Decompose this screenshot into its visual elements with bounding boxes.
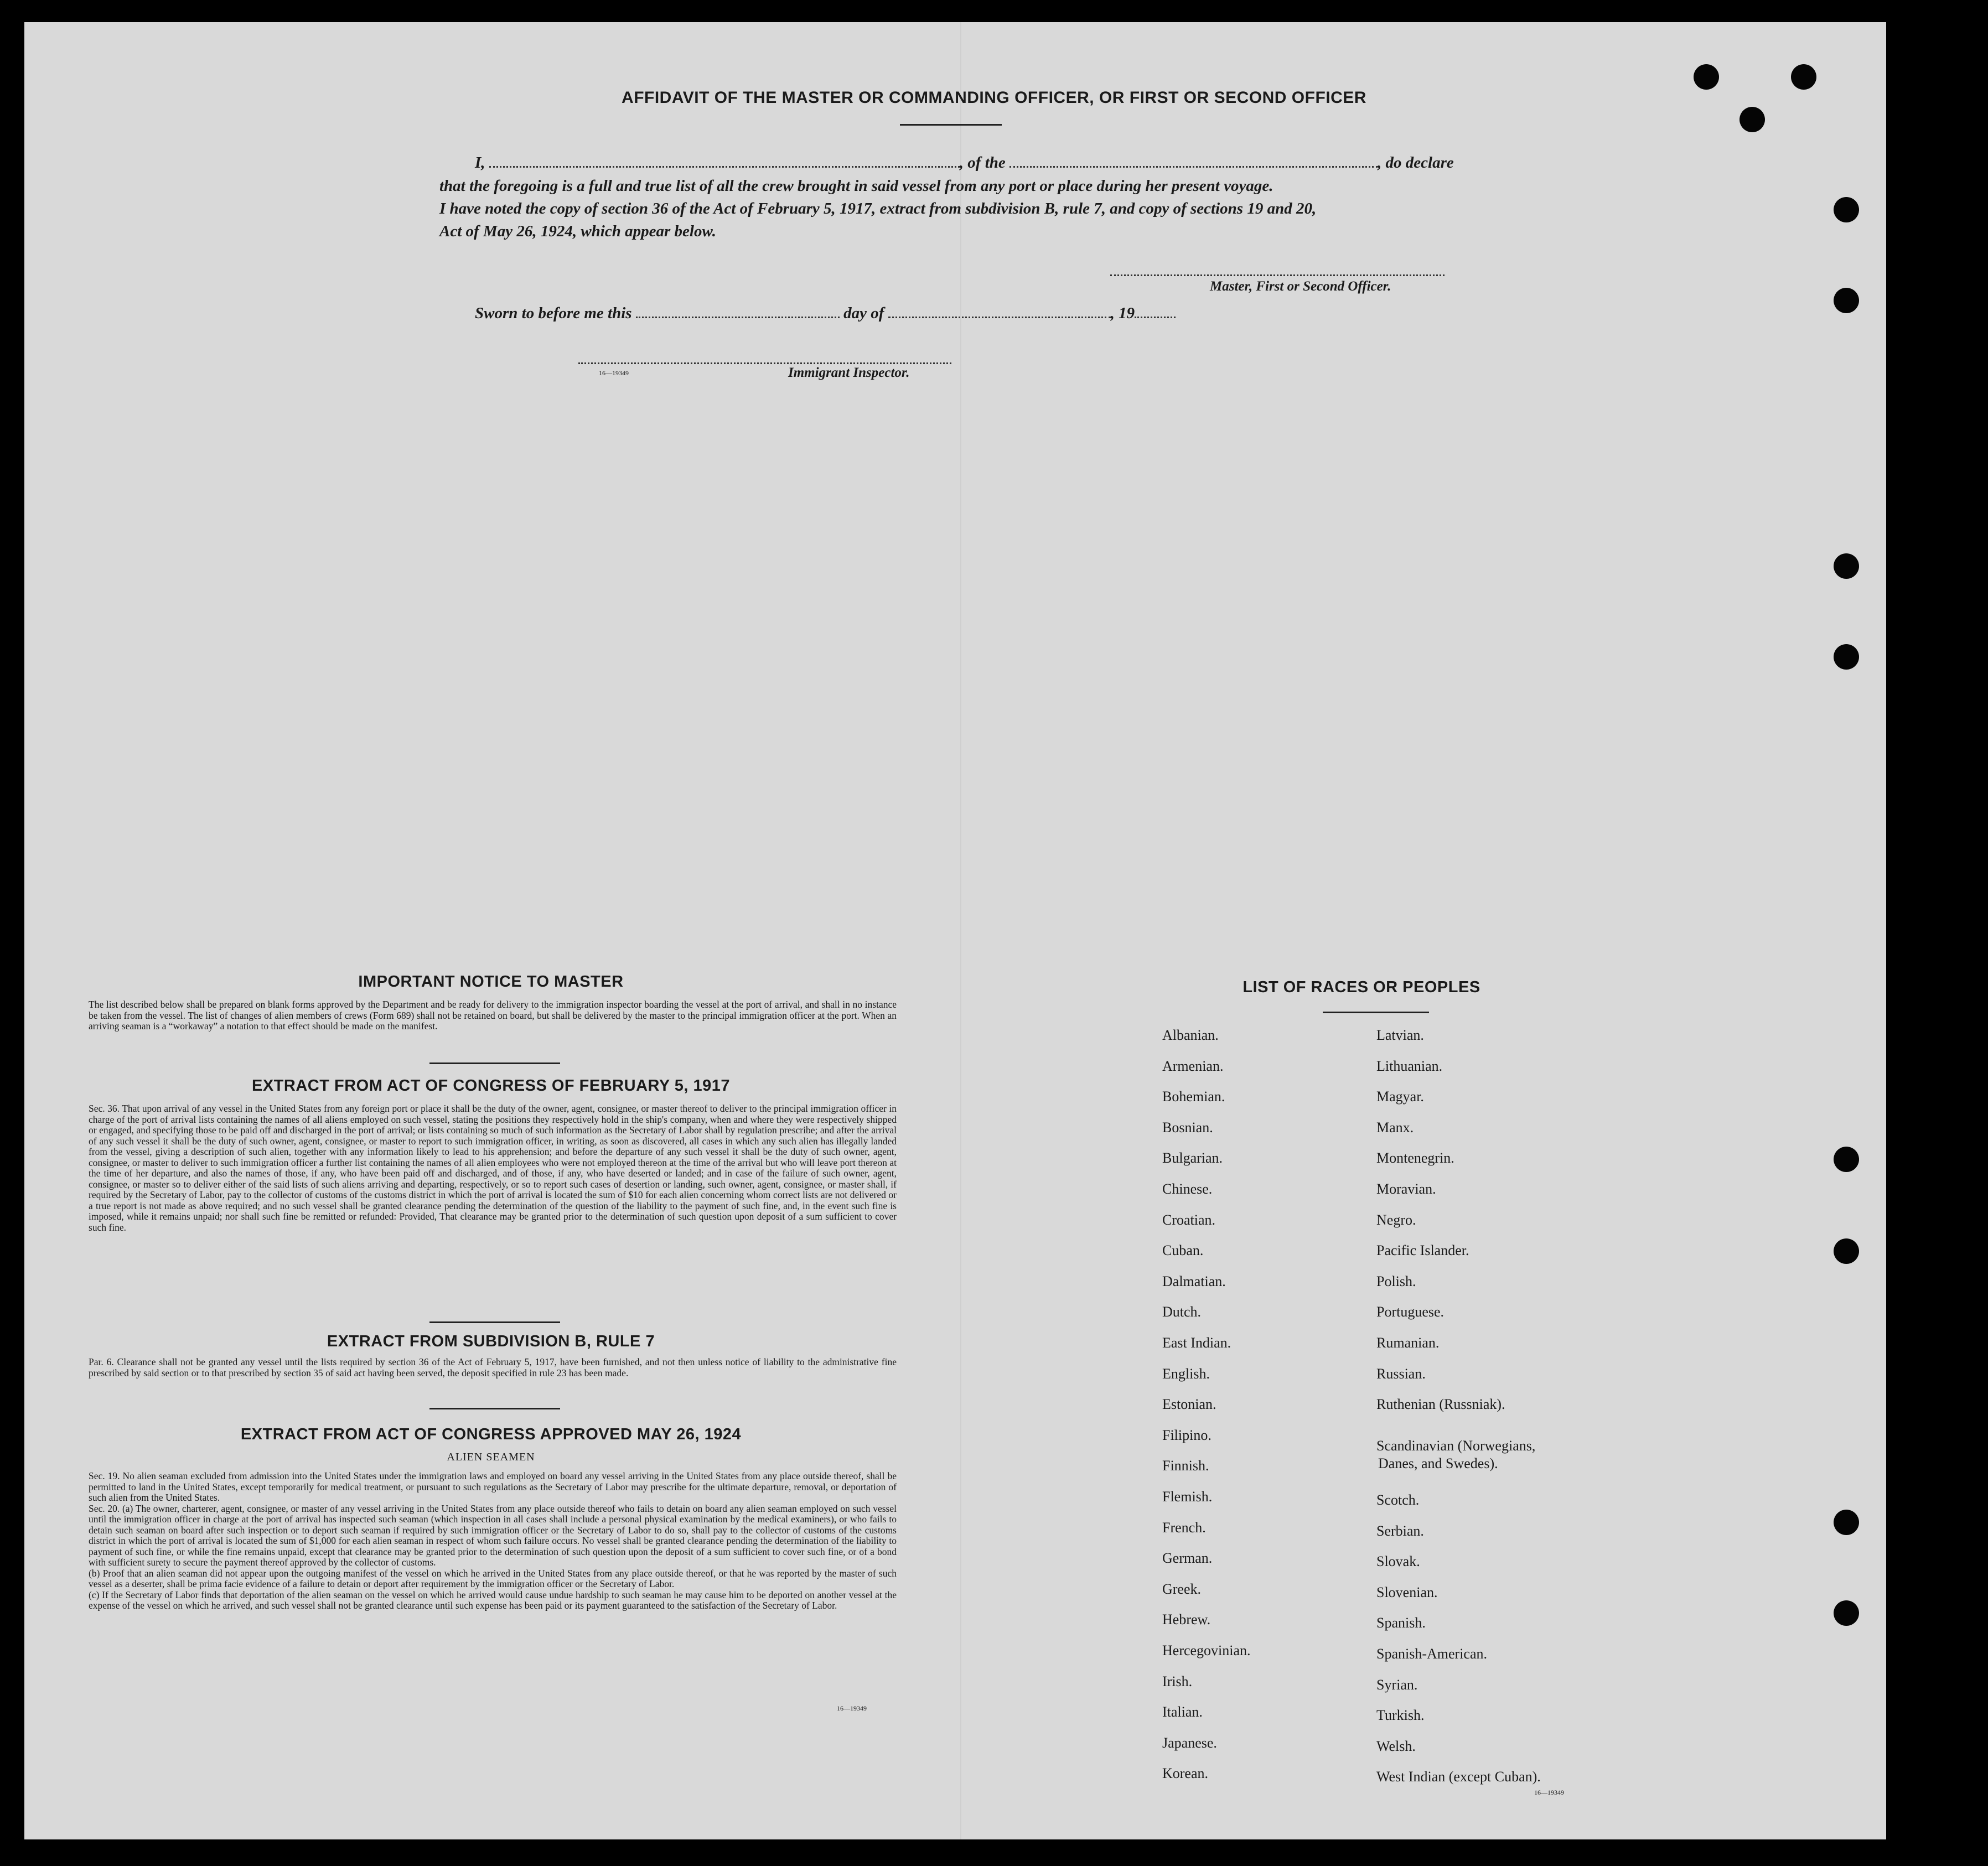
sworn-year-field[interactable] [1135,317,1176,318]
race-item: Rumanian. [1376,1335,1440,1351]
race-item: Slovak. [1376,1553,1420,1570]
race-item: Greek. [1162,1580,1202,1597]
notice-title: IMPORTANT NOTICE TO MASTER [358,973,624,991]
punch-hole [1834,553,1859,579]
race-item: Serbian. [1376,1522,1424,1539]
race-item: Japanese. [1162,1734,1217,1751]
race-item: Flemish. [1162,1489,1213,1505]
punch-hole [1791,64,1816,90]
race-item: Filipino. [1162,1427,1212,1443]
race-item: Pacific Islander. [1376,1242,1469,1259]
inspector-signature-line[interactable] [578,362,951,364]
affidavit-title: AFFIDAVIT OF THE MASTER OR COMMANDING OFFICER, OR FIRST OR SECOND OFFICER [622,89,1366,107]
master-signature-label: Master, First or Second Officer. [1210,279,1391,294]
race-item: Armenian. [1162,1058,1224,1074]
sec20b-text: (b) Proof that an alien seaman did not appear upon the outgoing manifest of the vessel on which he arrived in the United States from any place outside thereof, or that he was reported by the master of such vessel as a deserter, shall be prima facie evidence of a failure to detain or deport after requirement by the immigration officer or the Secretary of Labor. [89,1567,897,1589]
punch-hole [1834,1510,1859,1535]
section-divider [429,1321,560,1323]
sec19-text: Sec. 19. No alien seaman excluded from admission into the United States under the immigration laws and employed on board any vessel arriving in the United States from any place outside thereof, shall be permitted to land in the United States, except temporarily for medical treatment, or pursuant to such regulations as the Secretary of Labor may prescribe for the ultimate departure, removal, or deportation of such alien from the United States. [89,1470,897,1503]
race-item: Scandinavian (Norwegians, [1376,1438,1536,1454]
title-divider [900,124,1002,126]
race-item: Lithuanian. [1376,1058,1443,1074]
extract-rule7-text: Par. 6. Clearance shall not be granted any vessel until the lists required by section 36 of the Act of February 5, 1917, have been furnished, and not then unless notice of liability to the administrative fine prescribed by said section or to that prescribed by section 35 of said act having been served, the deposit specified in rule 23 has been made. [89,1356,897,1378]
race-item: Portuguese. [1376,1304,1445,1320]
affidavit-line1 [475,154,1466,172]
race-item: Dalmatian. [1162,1273,1226,1289]
extract-1924-body [89,1471,897,1611]
race-item: German. [1162,1550,1213,1567]
section-divider [429,1062,560,1064]
sworn-line [475,304,1250,323]
race-item: Spanish-American. [1376,1646,1488,1662]
race-item: Hercegovinian. [1162,1642,1251,1658]
race-item: Estonian. [1162,1396,1216,1413]
race-item: English. [1162,1365,1210,1382]
declarant-label: I, [475,154,485,172]
race-item: Italian. [1162,1704,1203,1720]
year-label: , 19 [1110,304,1135,322]
race-item: Irish. [1162,1673,1193,1689]
race-item: Bohemian. [1162,1088,1225,1105]
declare-label: , do declare [1378,154,1454,172]
race-item: Cuban. [1162,1242,1204,1259]
sec20a-text: Sec. 20. (a) The owner, charterer, agent, consignee, or master of any vessel arriving in the United States from any place outside thereof who fails to detain on board any alien seaman employed on such vessel until the immigration officer in charge at the port of arrival has inspected such seaman (which inspection in all cases shall include a personal physical examination by the medical examiners), or who fails to detain such seaman on board after such inspection or to deport such seaman if required by such immigration officer or the Secretary of Labor to do so, shall pay to the collector of customs of the customs district in which the port of arrival is located the sum of $1,000 for each alien seaman in respect of whom such failure occurs. No vessel shall be granted clearance pending the determination of the liability to payment of such fine, or while the fine remains unpaid, except that clearance may be granted prior to the determination of such question upon the deposit of a sum sufficient to cover such fine, or of a bond with sufficient surety to secure the payment thereof approved by the collector of customs. [89,1502,897,1568]
race-item: Welsh. [1376,1738,1416,1754]
vessel-label: , of the [959,154,1006,172]
race-item: Turkish. [1376,1707,1425,1724]
punch-hole [1694,64,1719,90]
page-fold [960,22,961,1839]
race-item: French. [1162,1519,1206,1536]
race-item: Polish. [1376,1273,1416,1289]
extract-1917-title: EXTRACT FROM ACT OF CONGRESS OF FEBRUARY 5, 1917 [251,1077,731,1095]
race-item: Bulgarian. [1162,1150,1223,1167]
form-number-top: 16—19349 [599,369,629,377]
sworn-day-field[interactable] [636,317,840,318]
race-item: Chinese. [1162,1181,1213,1197]
race-item: Croatian. [1162,1211,1216,1228]
race-item: Moravian. [1376,1181,1436,1197]
form-number-bottom-right: 16—19349 [1534,1789,1564,1796]
race-item: Negro. [1376,1211,1416,1228]
punch-hole [1834,644,1859,670]
race-item: East Indian. [1162,1335,1231,1351]
punch-hole [1834,1600,1859,1626]
race-item: Albanian. [1162,1027,1219,1043]
race-item: Latvian. [1376,1027,1424,1043]
declarant-name-field[interactable] [489,166,960,168]
race-item: Danes, and Swedes). [1378,1455,1498,1471]
alien-seamen-subtitle: ALIEN SEAMEN [447,1451,535,1463]
races-title: LIST OF RACES OR PEOPLES [1242,978,1480,996]
punch-hole [1834,197,1859,222]
punch-hole [1834,1238,1859,1264]
race-item: West Indian (except Cuban). [1376,1769,1541,1785]
race-item: Montenegrin. [1376,1150,1454,1167]
extract-1924-title: EXTRACT FROM ACT OF CONGRESS APPROVED MAY 26, 1924 [240,1426,742,1443]
race-item: Magyar. [1376,1088,1424,1105]
race-item: Scotch. [1376,1492,1420,1508]
sworn-month-field[interactable] [888,317,1111,318]
race-item: Spanish. [1376,1615,1426,1631]
race-item: Bosnian. [1162,1119,1213,1136]
scan-border [1886,0,1988,1866]
race-item: Ruthenian (Russniak). [1376,1396,1505,1413]
race-item: Korean. [1162,1765,1209,1782]
form-number-bottom-left: 16—19349 [837,1704,867,1712]
notice-text: The list described below shall be prepared on blank forms approved by the Department and be ready for delivery to the immigration inspector boarding the vessel at the port of arrival, and shall in no instance be taken from the vessel. The list of changes of alien members of crews (Form 689) shall not be retained on board, but shall be delivered by the master to the principal immigration officer at the port. When an arriving seaman is a “workaway” a notation to that effect should be made on the manifest. [89,999,897,1032]
race-item: Syrian. [1376,1676,1418,1693]
races-divider [1323,1012,1429,1013]
race-item: Manx. [1376,1119,1414,1136]
punch-hole [1834,1147,1859,1172]
inspector-signature-label: Immigrant Inspector. [788,365,910,380]
extract-rule7-title: EXTRACT FROM SUBDIVISION B, RULE 7 [327,1333,655,1350]
affidavit-line2: that the foregoing is a full and true list of all the crew brought in said vessel from any port or place during her present voyage. [439,177,1273,195]
race-item: Russian. [1376,1365,1426,1382]
race-item: Dutch. [1162,1304,1202,1320]
punch-hole [1740,107,1765,132]
sec20c-text: (c) If the Secretary of Labor finds that deportation of the alien seaman on the vessel on which he arrived would cause undue hardship to such seaman he may cause him to be deported on another vessel at the expense of the vessel on which he arrived, and such vessel shall not be granted clearance until such expense has been paid or its payment guaranteed to the satisfaction of the Secretary of Labor. [89,1589,897,1611]
sworn-label: Sworn to before me this [475,304,632,322]
extract-1917-text: Sec. 36. That upon arrival of any vessel in the United States from any foreign port or place it shall be the duty of the owner, agent, consignee, or master thereof to deliver to the principal immigration officer in charge of the port of arrival lists containing the names of all aliens employed on such vessel, stating the positions they respectively hold in the ship's company, when and where they were respectively shipped or engaged, and specifying those to be paid off and discharged in the port of arrival; or lists containing so much of such information as the Secretary of Labor shall by regulation prescribe; and after the arrival of any such vessel it shall be the duty of such owner, agent, consignee, or master to report to such immigration officer, in writing, as soon as discovered, all cases in which any such alien has illegally landed from the vessel, giving a description of such alien, together with any information likely to lead to his apprehension; and before the departure of any such vessel it shall be the duty of such owner, agent, consignee, or master to deliver to such immigration officer a further list containing the names of all alien employees who were not employed thereon at the time of the arrival but who will leave port thereon at the time of her departure, and also the names of those, if any, who have been paid off and discharged, and of those, if any, who have deserted or landed; and in case of the failure of such owner, agent, consignee, or master so to deliver either of the said lists of such aliens arriving and departing, respectively, or so to report such cases of desertion or landing, such owner, agent, consignee, or master shall, if required by the Secretary of Labor, pay to the collector of customs of the customs district in which the port of arrival is located the sum of $10 for each alien concerning whom correct lists are not delivered or a true report is not made as above required; and no such vessel shall be granted clearance pending the determination of the question of the liability to the payment of such fine, and, in the event such fine is imposed, while it remains unpaid; nor shall such fine be remitted or refunded: Provided, That clearance may be granted prior to the determination of such question upon deposit of a sum sufficient to cover such fine. [89,1103,897,1233]
vessel-name-field[interactable] [1009,166,1378,168]
affidavit-line3: I have noted the copy of section 36 of the Act of February 5, 1917, extract from subdivision B, rule 7, and copy of sections 19 and 20, [439,200,1317,217]
master-signature-line[interactable] [1110,274,1445,276]
race-item: Finnish. [1162,1458,1209,1474]
affidavit-line4: Act of May 26, 1924, which appear below. [439,222,716,240]
punch-hole [1834,288,1859,313]
day-of-label: day of [843,304,884,322]
race-item: Slovenian. [1376,1584,1438,1600]
section-divider [429,1408,560,1409]
race-item: Hebrew. [1162,1611,1211,1628]
